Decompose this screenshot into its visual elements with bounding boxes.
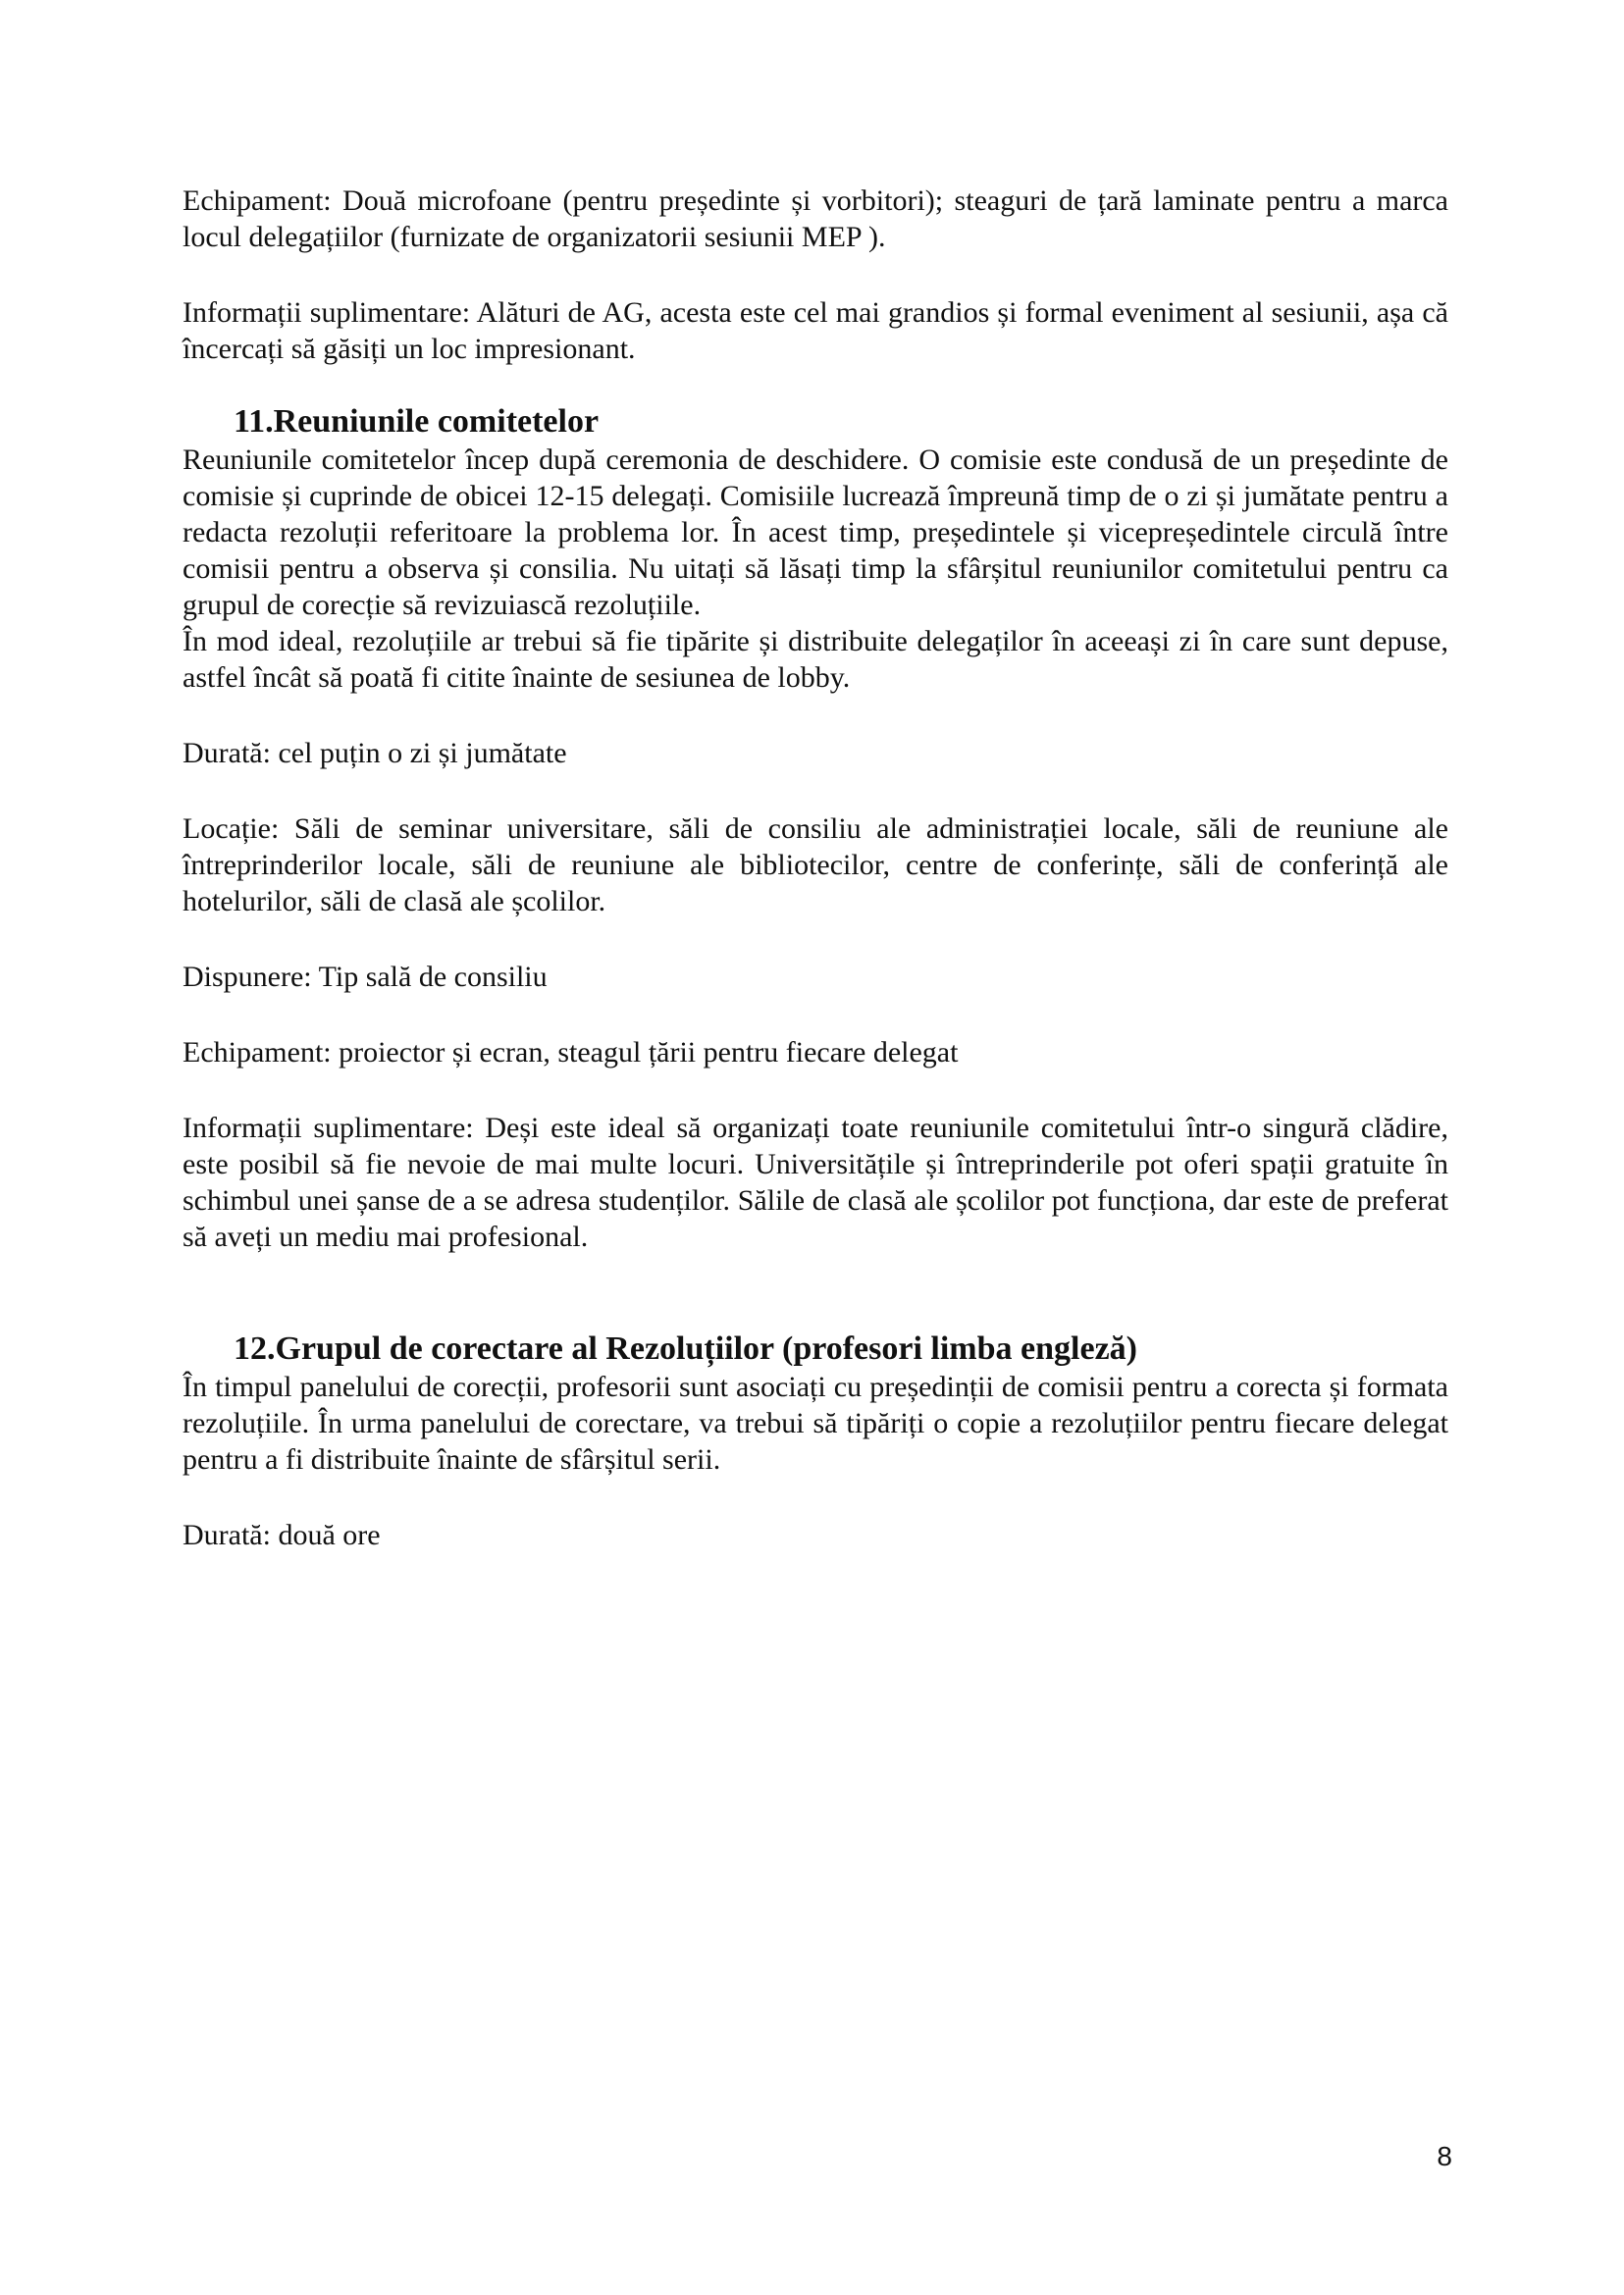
section-12-intro: În timpul panelului de corecții, profesorii sunt asociați cu președinții de comisii pentru a corecta și formata rezoluțiile. În urma panelului de corectare, va trebui să tipăriți o copie a rezoluțiilor pentru fiecare delegat pentru a fi distribuite înainte de sfârșitul serii. — [183, 1371, 1448, 1476]
section-12-duration: Durată: două ore — [183, 1519, 381, 1551]
equipment-paragraph: Echipament: Două microfoane (pentru președinte și vorbitori); steaguri de țară laminate pentru a marca locul delegațiilor (furnizate de organizatorii sesiunii MEP ). — [183, 184, 1448, 253]
section-11-duration: Durată: cel puțin o zi și jumătate — [183, 737, 567, 769]
section-12-title: Grupul de corectare al Rezoluțiilor (profesori limba engleză) — [275, 1330, 1137, 1367]
section-11-title: Reuniunile comitetelor — [273, 403, 600, 440]
section-11-layout: Dispunere: Tip sală de consiliu — [183, 961, 548, 993]
section-11-info: Informații suplimentare: Deși este ideal să organizați toate reuniunile comitetului într-o singură clădire, este posibil să fie nevoie de mai multe locuri. Universitățile și întreprinderile pot oferi spații gratuite în schimbul unei șanse de a se adresa studenților. Sălile de clasă ale școlilor pot funcționa, dar este de preferat să aveți un mediu mai profesional. — [183, 1112, 1448, 1253]
page-number: 8 — [1437, 2141, 1452, 2171]
page-content — [183, 183, 1448, 1553]
section-11-heading — [183, 402, 1448, 442]
section-12-heading — [183, 1330, 1448, 1369]
section-11-number: 11. — [234, 403, 274, 440]
section-11-ideal: În mod ideal, rezoluțiile ar trebui să fie tipărite și distribuite delegaților în aceeași zi în care sunt depuse, astfel încât să poată fi citite înainte de sesiunea de lobby. — [183, 625, 1448, 694]
section-11-intro: Reuniunile comitetelor încep după ceremonia de deschidere. O comisie este condusă de un președinte de comisie și cuprinde de obicei 12-15 delegați. Comisiile lucrează împreună timp de o zi și jumătate pentru a redacta rezoluții referitoare la problema lor. În acest timp, președintele și vicepreședintele circulă între comisii pentru a observa și consilia. Nu uitați să lăsați timp la sfârșitul reuniunilor comitetului pentru ca grupul de corecție să revizuiască rezoluțiile. — [183, 443, 1448, 621]
section-11-location: Locație: Săli de seminar universitare, săli de consiliu ale administrației locale, săli de reuniune ale întreprinderilor locale, săli de reuniune ale bibliotecilor, centre de conferințe, săli de conferință ale hotelurilor, săli de clasă ale școlilor. — [183, 812, 1448, 917]
section-12-number: 12. — [234, 1330, 276, 1367]
additional-info-paragraph: Informații suplimentare: Alături de AG, acesta este cel mai grandios și formal eveniment al sesiunii, așa că încercați să găsiți un loc impresionant. — [183, 296, 1448, 365]
section-11-equipment: Echipament: proiector și ecran, steagul țării pentru fiecare delegat — [183, 1036, 959, 1069]
